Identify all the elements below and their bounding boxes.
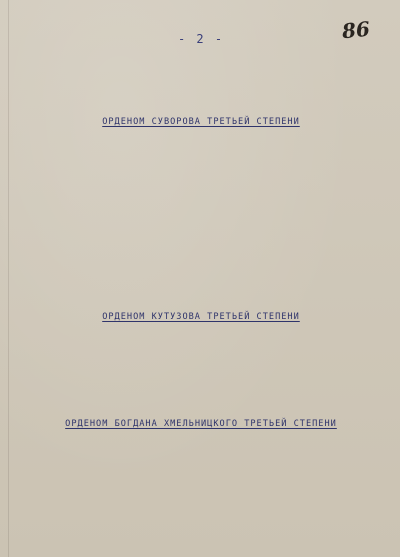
entry-position [244,72,398,88]
award-entry [12,396,390,412]
entry-position [244,245,398,261]
entry-rank [12,374,150,390]
entry-position [244,94,398,110]
entry-rank [12,157,150,173]
entry-position [244,267,398,283]
entry-position [244,157,398,173]
entry-rank [12,437,150,453]
section-heading-khmelnitsky [12,419,390,429]
award-entry [12,179,390,195]
entry-position [244,289,398,305]
award-entry [12,72,390,88]
award-entry [12,352,390,368]
entry-name [154,437,240,453]
entry-name [154,352,240,368]
entry-rank [12,179,150,195]
entry-name [154,396,240,412]
entry-rank [12,396,150,412]
entry-name [154,94,240,110]
page-margin [8,0,9,557]
award-entry [12,94,390,110]
entry-name [154,374,240,390]
entry-position [244,201,398,217]
entry-rank [12,201,150,217]
handwritten-folio-number: 86 [340,16,372,44]
entry-position [244,352,398,368]
entry-rank [12,267,150,283]
entry-name [154,50,240,66]
award-entry [12,267,390,283]
entry-name [154,267,240,283]
entry-name [154,179,240,195]
entry-position [244,374,398,390]
entry-rank [12,135,150,151]
award-entry [12,289,390,305]
award-entry [12,374,390,390]
award-entry [12,157,390,173]
entry-rank [12,352,150,368]
entry-position [244,50,398,66]
section-heading-kutuzov [12,312,390,322]
section-heading-text: ОРДЕНОМ БОГДАНА ХМЕЛЬНИЦКОГО ТРЕТЬЕЙ СТЕПЕНИ [65,419,337,429]
award-entry [12,50,390,66]
entry-rank [12,72,150,88]
entry-name [154,135,240,151]
entry-name [154,289,240,305]
entry-position [244,223,398,239]
entry-name [154,223,240,239]
award-entry [12,245,390,261]
award-entry [12,223,390,239]
section-heading-suvorov [12,117,390,127]
entry-position [244,179,398,195]
award-entry [12,135,390,151]
award-entry [12,437,390,453]
entry-position [244,135,398,151]
entry-position [244,437,398,453]
entry-rank [12,245,150,261]
entry-rank [12,223,150,239]
award-entry [12,201,390,217]
entry-name [154,72,240,88]
entry-rank [12,94,150,110]
award-list [12,50,390,453]
section-heading-text: ОРДЕНОМ СУВОРОВА ТРЕТЬЕЙ СТЕПЕНИ [102,117,300,127]
page-number: - 2 - [177,32,225,46]
award-entry [12,330,390,346]
entry-position [244,330,398,346]
entry-name [154,201,240,217]
entry-rank [12,289,150,305]
entry-position [244,396,398,412]
entry-rank [12,50,150,66]
entry-rank [12,330,150,346]
section-heading-text: ОРДЕНОМ КУТУЗОВА ТРЕТЬЕЙ СТЕПЕНИ [102,312,300,322]
entry-name [154,157,240,173]
entry-name [154,330,240,346]
entry-name [154,245,240,261]
